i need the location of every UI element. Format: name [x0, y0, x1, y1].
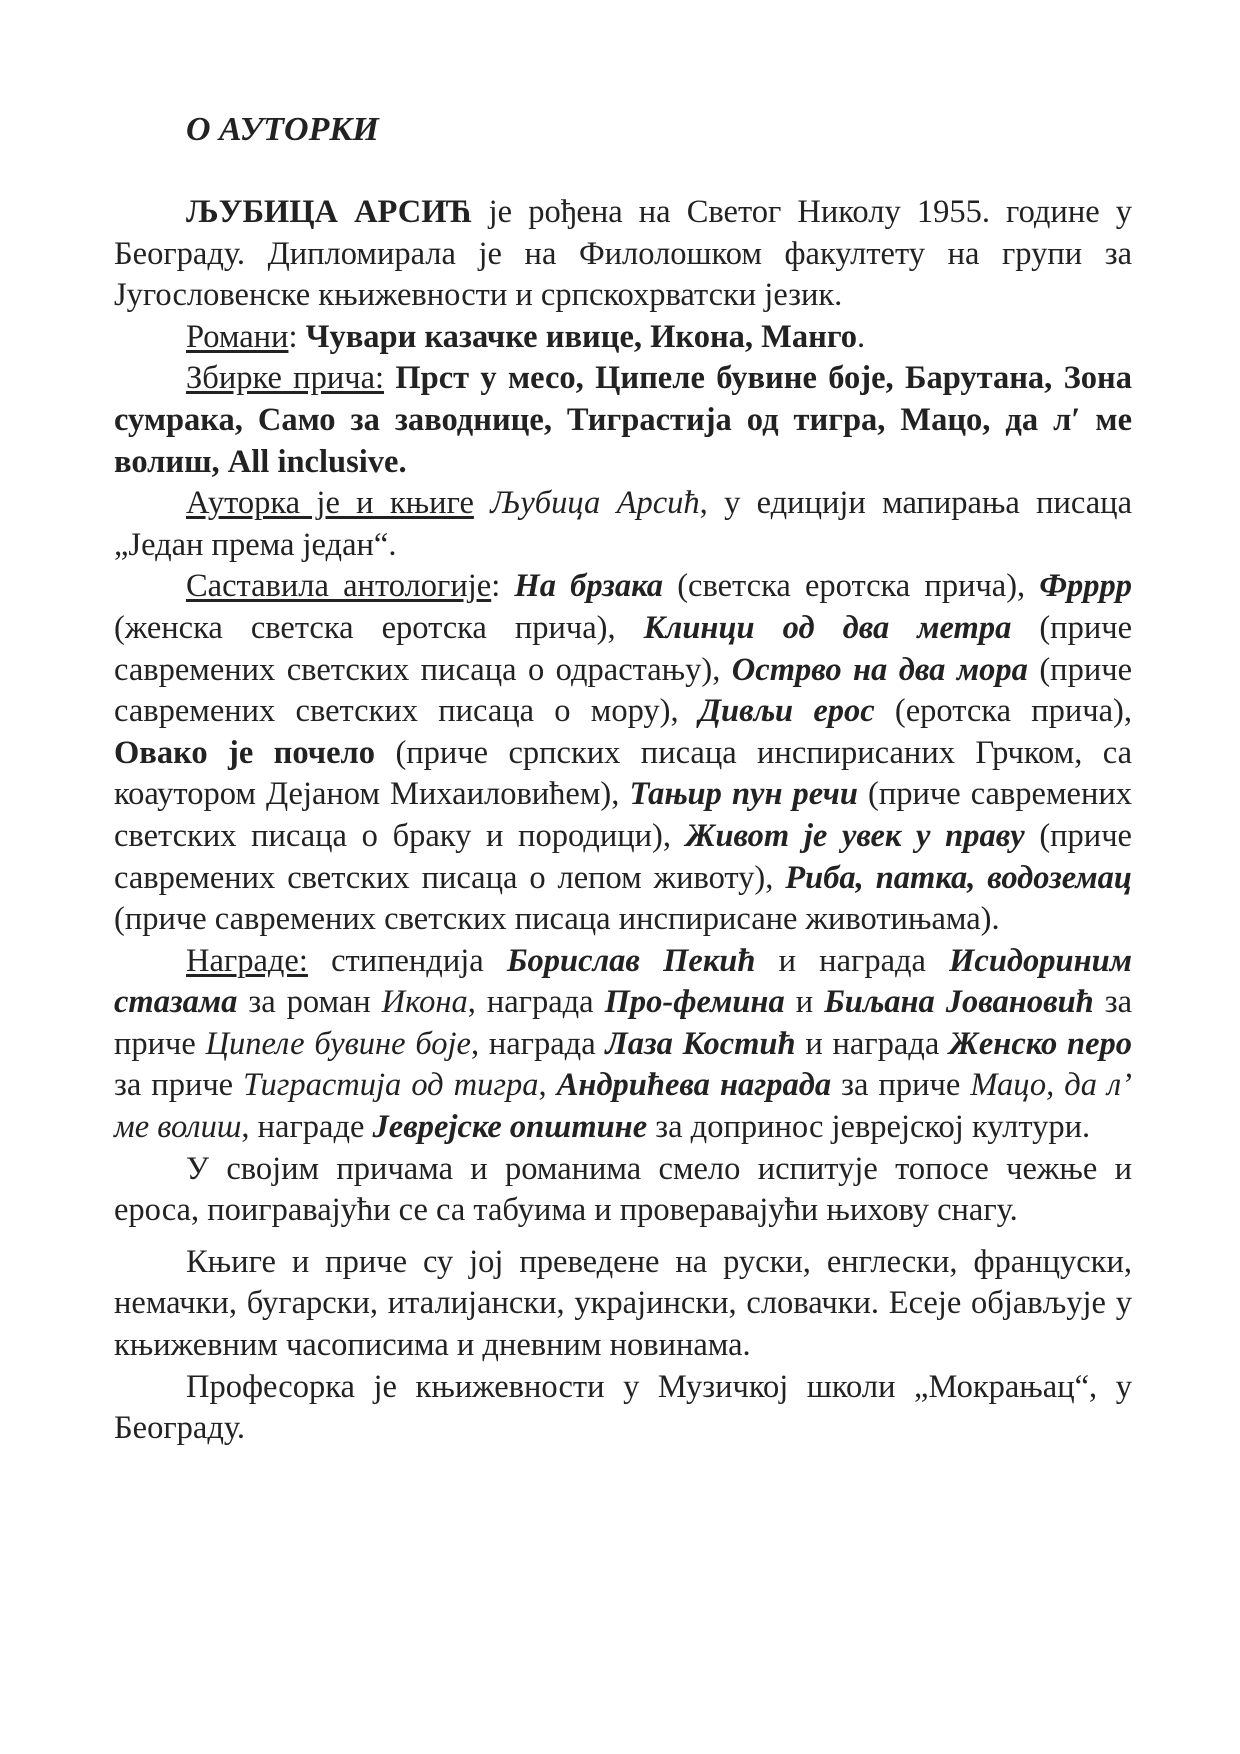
award-name: Исидориним стазама [114, 942, 1132, 1021]
awards-paragraph: Награде: стипендија Борислав Пекић и награда Исидориним стазама за роман Икона, награда Про-фемина и Биљана Јовановић за приче Ципеле бувине боје, награда Лаза Костић и награда Женско перо за приче Тиграстија од тигра, Андрићева награда за приче Мацо, да л’ ме волиш, награде Јеврејске општине за допринос јеврејској култури. [114, 942, 1133, 1146]
bio-paragraph: ЉУБИЦА АРСИЋ је рођена на Светог Николу 1955. године у Београду. Дипломирала је на Филолошком факултету на групи за Југословенске књижевности и српскохрватски језик. [114, 194, 1132, 314]
anthology-title: На брзака [514, 568, 664, 605]
award-name: Биљана Јовановић [824, 984, 1094, 1021]
award-name: Андрићева награда [556, 1067, 832, 1104]
profession-paragraph: Професорка је књижевности у Музичкој школи „Мокрањац“, у Београду. [114, 1368, 1132, 1447]
novels-paragraph: Романи: Чувари казачке ивице, Икона, Манго. [186, 318, 866, 355]
anthologies-paragraph: Саставила антологије: На брзака (светска еротска прича), Фрррр (женска светска еротска прича), Клинци од два метра (приче савремених светских писаца о одрастању), Острво на два мора (приче савремених светских писаца о мору), Дивљи ерос (еротска прича), Овако је почело (приче српских писаца инспирисаних Грчком, са коаутором Дејаном Михаиловићем), Тањир пун речи (приче савремених светских писаца о браку и породици), Живот је увек у праву (приче савремених светских писаца о лепом животу), Риба, патка, водоземац (приче савремених светских писаца инспирисане животињама). [114, 568, 1133, 938]
anthology-title: Живот је увек у праву [685, 817, 1025, 854]
story-collections-label: Збирке прича: [186, 360, 385, 397]
award-name: Борислав Пекић [506, 942, 756, 979]
anthology-title: Острво на два мора [731, 651, 1028, 688]
anthology-title: Тањир пун речи [629, 776, 858, 813]
anthology-title: Клинци од два метра [643, 609, 1012, 646]
page-title: О АУТОРКИ [186, 111, 379, 148]
author-book-label: Ауторка је и књиге [186, 485, 474, 522]
award-name: Про-фемина [604, 984, 785, 1021]
book-title: Икона [381, 984, 468, 1021]
anthology-title: Риба, патка, водоземац [785, 859, 1132, 896]
award-name: Женско перо [949, 1025, 1133, 1062]
book-title: Мацо, да л’ ме волиш [114, 1067, 1132, 1146]
themes-paragraph: У својим причама и романима смело испитује топосе чежње и ероса, поигравајући се са табуима и проверавајући њихову снагу. [114, 1150, 1132, 1229]
author-book-paragraph: Ауторка је и књиге Љубица Арсић, у едицији мапирања писаца „Један према један“. [114, 485, 1132, 563]
awards-label: Награде: [186, 942, 308, 979]
award-name: Лаза Костић [605, 1025, 796, 1062]
anthology-title: Фрррр [1039, 568, 1133, 605]
document-page [114, 108, 1132, 1450]
book-title: Тиграстија од тигра [243, 1067, 539, 1104]
anthology-title: Дивљи ерос [698, 693, 875, 730]
story-collections-paragraph [114, 358, 1132, 483]
novels-list: Чувари казачке ивице, Икона, Манго [305, 318, 858, 355]
anthology-title: Овако је почело [114, 734, 376, 771]
author-book-title: Љубица Арсић [490, 485, 700, 522]
translations-paragraph: Књиге и приче су јој преведене на руски, енглески, француски, немачки, бугарски, италијански, украјински, словачки. Есеје објављује у књижевним часописима и дневним новинама. [114, 1243, 1132, 1364]
award-name: Јеврејске општине [372, 1109, 648, 1146]
book-title: Ципеле бувине боје [205, 1025, 471, 1062]
anthologies-label: Саставила антологије [186, 568, 492, 605]
novels-label: Романи [186, 318, 289, 355]
story-collections-list: Прст у месо, Ципеле бувине боје, Барутана, Зона сумрака, Само за заводнице, Тиграстија од тигра, Мацо, да л′ ме волиш, All inclusive. [114, 360, 1133, 480]
author-name: ЉУБИЦА АРСИЋ [186, 194, 473, 230]
